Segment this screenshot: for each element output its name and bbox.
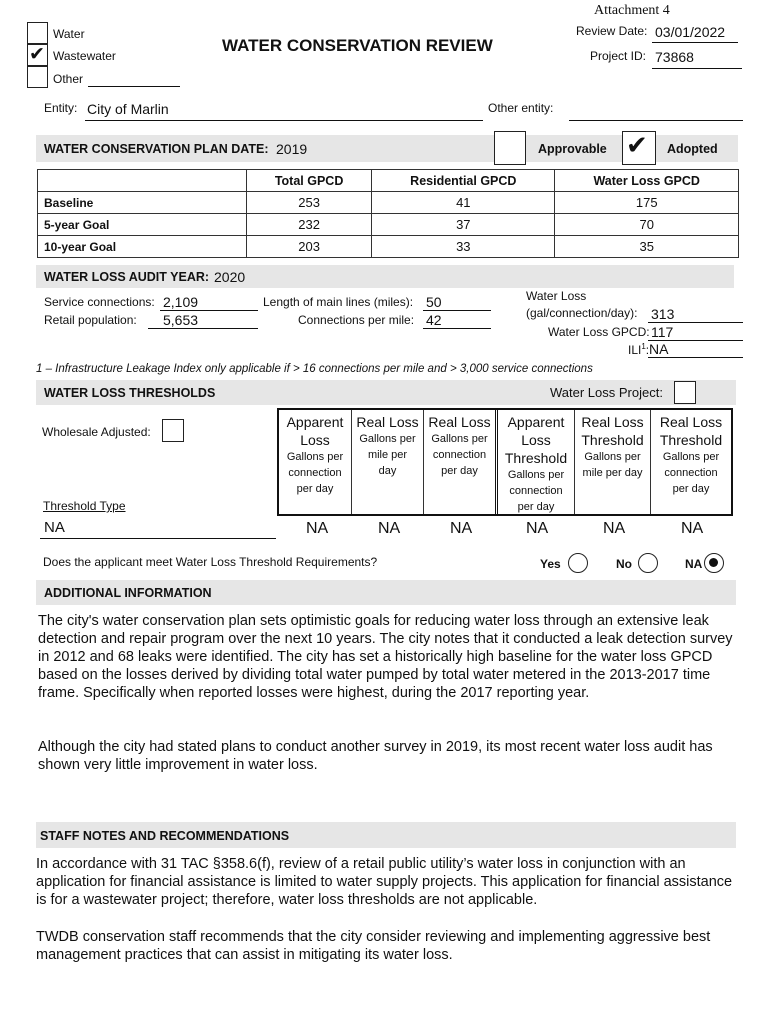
column-unit: mile per <box>367 449 408 461</box>
main-lines-value: 50 <box>426 294 442 310</box>
table-row <box>38 236 739 258</box>
threshold-type-label: Threshold Type <box>43 499 126 513</box>
column-unit: Gallons per <box>286 451 344 463</box>
ili-colon: : <box>645 343 650 357</box>
column-unit: Gallons per <box>584 451 641 463</box>
ili-value: NA <box>649 341 669 357</box>
service-connections-field[interactable] <box>160 294 258 311</box>
row-label: 5-year Goal <box>38 214 247 236</box>
na-label: NA <box>685 557 703 571</box>
column-title: Threshold <box>659 432 723 448</box>
threshold-column <box>279 410 352 514</box>
table-corner-cell <box>38 170 247 192</box>
thresholds-grid <box>277 408 733 516</box>
check-icon: ✔ <box>29 43 45 65</box>
threshold-question: Does the applicant meet Water Loss Threshold Requirements? <box>43 555 378 569</box>
threshold-type-field[interactable] <box>40 517 276 539</box>
threshold-value: NA <box>450 520 473 537</box>
table-cell: 33 <box>372 236 555 258</box>
no-label: No <box>616 557 632 571</box>
threshold-value: NA <box>306 520 329 537</box>
review-date-field[interactable] <box>652 24 738 43</box>
table-row <box>38 214 739 236</box>
water-loss-gpcd-label: Water Loss GPCD: <box>548 325 650 339</box>
threshold-column <box>575 410 651 514</box>
column-unit: Gallons per <box>662 451 720 463</box>
column-title: Apparent <box>286 414 344 430</box>
service-connections-label: Service connections: <box>44 295 155 309</box>
adopted-label: Adopted <box>667 142 718 156</box>
gpcd-table <box>37 169 739 258</box>
ili-label-text: ILI <box>628 343 642 357</box>
conn-per-mile-value: 42 <box>426 312 442 328</box>
ili-footnote-mark: 1 <box>641 342 646 351</box>
column-unit: connection <box>288 467 342 479</box>
column-unit: per day <box>296 483 334 495</box>
wastewater-label: Wastewater <box>53 49 116 63</box>
threshold-value: NA <box>378 520 401 537</box>
audit-year-label: WATER LOSS AUDIT YEAR: <box>44 270 210 284</box>
retail-population-value: 5,653 <box>163 312 199 328</box>
threshold-column <box>424 410 498 514</box>
column-unit: per day <box>441 465 478 477</box>
column-unit: connection <box>664 467 718 479</box>
column-header: Water Loss GPCD <box>555 170 739 192</box>
other-entity-label: Other entity: <box>488 101 554 115</box>
approvable-label: Approvable <box>538 142 607 156</box>
radio-selected-dot <box>709 558 718 567</box>
table-cell: 70 <box>555 214 739 236</box>
row-label: 10-year Goal <box>38 236 247 258</box>
conn-per-mile-label: Connections per mile: <box>298 313 415 327</box>
other-field[interactable] <box>88 72 180 87</box>
plan-date-value: 2019 <box>276 141 308 157</box>
column-unit: per day <box>517 501 555 513</box>
table-header-row <box>38 170 739 192</box>
column-title: Threshold <box>504 450 568 466</box>
column-unit: mile per day <box>582 467 643 479</box>
audit-year-value: 2020 <box>214 269 246 285</box>
entity-value: City of Marlin <box>87 101 169 117</box>
row-label: Baseline <box>38 192 247 214</box>
project-id-label: Project ID: <box>590 49 647 63</box>
retail-population-label: Retail population: <box>44 313 137 327</box>
column-title: Real Loss <box>356 414 419 430</box>
threshold-type-value: NA <box>44 519 65 536</box>
page-title: WATER CONSERVATION REVIEW <box>222 36 493 55</box>
column-unit: connection <box>432 449 487 461</box>
na-radio[interactable] <box>704 553 724 573</box>
threshold-value: NA <box>603 520 626 537</box>
threshold-column <box>352 410 424 514</box>
column-title: Threshold <box>581 432 644 448</box>
additional-info-paragraph: The city's water conservation plan sets optimistic goals for reducing water loss through an extensive leak detection and repair program over the next 10 years. The city notes that it conducted a leak detection survey in 2012 and 68 leaks were identified. The city has set a historically high baseline for the water loss GPCD based on the losses derived by dividing total water pumped by total water metered in the 2013-2017 time frame. Specifically when reported losses were highest, during the 2017 reporting year. <box>38 613 733 701</box>
ili-footnote: 1 – Infrastructure Leakage Index only applicable if > 16 connections per mile and > 3,000 service connections <box>36 363 593 375</box>
threshold-value: NA <box>681 520 704 537</box>
approvable-checkbox[interactable] <box>494 131 526 165</box>
table-cell: 232 <box>247 214 372 236</box>
staff-notes-label: STAFF NOTES AND RECOMMENDATIONS <box>40 829 290 843</box>
retail-population-field[interactable] <box>148 312 258 329</box>
review-date-value: 03/01/2022 <box>655 24 726 40</box>
yes-label: Yes <box>540 557 561 571</box>
water-loss-gpcd-value: 117 <box>651 324 674 340</box>
plan-date-label: WATER CONSERVATION PLAN DATE: <box>44 142 269 156</box>
staff-notes-paragraph: In accordance with 31 TAC §358.6(f), review of a retail public utility’s water loss in conjunction with an application for financial assistance is limited to water supply projects. This application for financial assistance is for a wastewater project; therefore, water loss thresholds are not applicable. <box>36 856 733 908</box>
review-date-label: Review Date: <box>576 24 648 38</box>
column-unit: day <box>378 465 397 477</box>
threshold-column <box>651 410 731 514</box>
threshold-value: NA <box>526 520 549 537</box>
table-cell: 203 <box>247 236 372 258</box>
additional-info-paragraph: Although the city had stated plans to conduct another survey in 2019, its most recent water loss audit has shown very little improvement in water loss. <box>38 739 713 773</box>
water-loss-value: 313 <box>651 306 675 322</box>
water-loss-unit-label: (gal/connection/day): <box>526 306 638 320</box>
water-loss-gpcd-field[interactable] <box>648 324 743 341</box>
column-title: Loss <box>521 432 551 448</box>
wholesale-adjusted-label: Wholesale Adjusted: <box>42 425 151 439</box>
water-label: Water <box>53 27 85 41</box>
entity-label: Entity: <box>44 101 78 115</box>
main-lines-field[interactable] <box>423 294 491 311</box>
conn-per-mile-field[interactable] <box>423 312 491 329</box>
ili-label <box>628 342 649 357</box>
wholesale-adjusted-checkbox[interactable] <box>162 419 184 442</box>
table-cell: 41 <box>372 192 555 214</box>
yes-radio[interactable] <box>568 553 588 573</box>
column-header: Total GPCD <box>247 170 372 192</box>
column-title: Loss <box>300 432 330 448</box>
additional-info-label: ADDITIONAL INFORMATION <box>44 586 212 600</box>
ili-field[interactable] <box>645 341 743 358</box>
no-radio[interactable] <box>638 553 658 573</box>
water-loss-project-label: Water Loss Project: <box>550 385 663 400</box>
table-row <box>38 192 739 214</box>
column-header: Residential GPCD <box>372 170 555 192</box>
column-unit: Gallons per <box>359 433 416 445</box>
water-loss-project-checkbox[interactable] <box>674 381 696 404</box>
column-title: Real Loss <box>659 414 723 430</box>
thresholds-label: WATER LOSS THRESHOLDS <box>44 386 216 400</box>
column-unit: Gallons per <box>507 469 565 481</box>
column-title: Apparent <box>507 414 565 430</box>
column-title: Real Loss <box>581 414 644 430</box>
staff-notes-paragraph: TWDB conservation staff recommends that the city consider reviewing and implementing aggressive best management practices that can assist in mitigating its water loss. <box>36 929 711 963</box>
water-loss-field[interactable] <box>648 306 743 323</box>
threshold-column <box>498 410 575 514</box>
main-lines-label: Length of main lines (miles): <box>263 295 414 309</box>
column-unit: connection <box>509 485 563 497</box>
table-cell: 253 <box>247 192 372 214</box>
water-loss-label: Water Loss <box>526 289 587 303</box>
adopted-checkbox[interactable] <box>622 131 656 165</box>
attachment-label: Attachment 4 <box>594 3 670 18</box>
column-unit: Gallons per <box>431 433 488 445</box>
table-cell: 37 <box>372 214 555 236</box>
project-id-value: 73868 <box>655 49 694 65</box>
wastewater-checkbox[interactable] <box>27 44 48 66</box>
other-entity-field[interactable] <box>569 100 743 121</box>
column-title: Real Loss <box>428 414 491 430</box>
service-connections-value: 2,109 <box>163 294 199 310</box>
check-icon: ✔ <box>626 131 648 161</box>
other-checkbox[interactable] <box>27 66 48 88</box>
water-checkbox[interactable] <box>27 22 48 44</box>
entity-field[interactable] <box>85 100 483 121</box>
column-unit: per day <box>672 483 710 495</box>
table-cell: 175 <box>555 192 739 214</box>
table-cell: 35 <box>555 236 739 258</box>
other-label: Other <box>53 72 84 86</box>
project-id-field[interactable] <box>652 48 742 69</box>
